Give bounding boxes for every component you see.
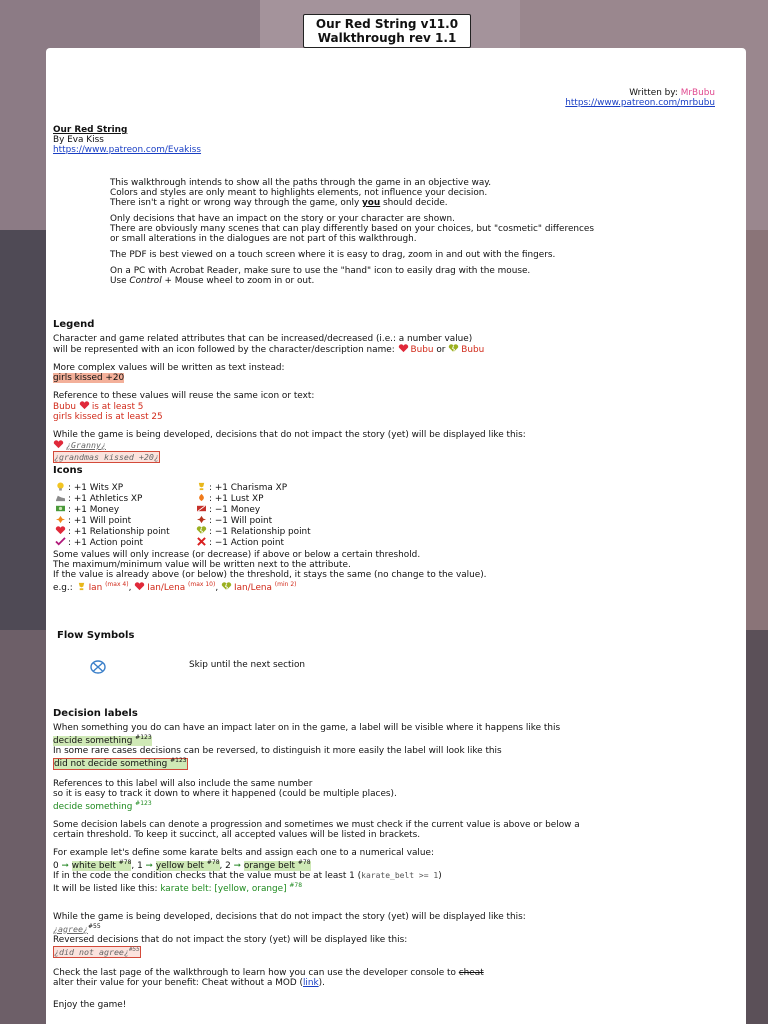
intro-line: Use Control + Mouse wheel to zoom in or out. <box>110 276 315 286</box>
icon-row: : −1 Action point <box>196 537 311 548</box>
legend-text <box>53 452 526 463</box>
will-loss-icon <box>196 515 207 524</box>
granny-label: ¿Granny¿ <box>66 440 106 450</box>
decisions-text: References to this label will also include the same number <box>53 779 313 789</box>
money-icon <box>55 504 66 513</box>
decisions-text: ¿agree¿$^{\#55}$ <box>53 923 101 934</box>
cheat-link[interactable]: link <box>302 978 319 988</box>
heart-icon <box>55 526 66 535</box>
legend-text: Bubu is at least 5 <box>53 402 144 412</box>
flow-heading: Flow Symbols <box>57 630 135 641</box>
legend-text <box>53 373 526 383</box>
arrow-icon: ➞ <box>233 861 242 871</box>
icon-row: : −1 Relationship point <box>196 526 311 537</box>
arrow-icon: ➞ <box>61 861 69 871</box>
legend-text: girls kissed is at least 25 <box>53 412 163 422</box>
threshold-section <box>53 550 486 593</box>
icon-row: : +1 Will point <box>55 515 170 526</box>
legend-text: Reference to these values will reuse the same icon or text: <box>53 391 315 401</box>
legend-text: Character and game related attributes that can be increased/decreased (i.e.: a number value) <box>53 334 473 344</box>
decisions-text: certain threshold. To keep it succinct, all accepted values will be listed in brackets. <box>53 830 421 840</box>
icon-row: : +1 Charisma XP <box>196 482 311 493</box>
running-shoe-icon <box>55 493 66 502</box>
game-link[interactable]: https://www.patreon.com/Evakiss <box>53 145 202 155</box>
game-title: Our Red String <box>53 125 128 135</box>
arrow-icon: ➞ <box>145 861 153 871</box>
flame-icon <box>196 493 207 502</box>
icons-heading: Icons <box>53 465 83 476</box>
decisions-text: Check the last page of the walkthrough to learn how you can use the developer console to cheat <box>53 968 484 978</box>
icon-row: : +1 Athletics XP <box>55 493 170 504</box>
intro-line: On a PC with Acrobat Reader, make sure to use the "hand" icon to easily drag with the mouse. <box>110 266 531 276</box>
decisions-text: so it is easy to track it down to where it happened (could be multiple places). <box>53 789 397 799</box>
threshold-text: If the value is already above (or below) the threshold, it stays the same (no change to the value). <box>53 570 487 580</box>
broken-heart-icon <box>221 582 232 591</box>
author-link[interactable]: https://www.patreon.com/mrbubu <box>565 98 715 108</box>
legend-text: More complex values will be written as text instead: <box>53 363 285 373</box>
trophy-icon <box>196 482 207 491</box>
decisions-text: Reversed decisions that do not impact the story (yet) will be displayed like this: <box>53 935 408 945</box>
icon-row: : +1 Wits XP <box>55 482 170 493</box>
decision-label: decide something $^{\#123}$ <box>53 734 152 746</box>
decisions-text: It will be listed like this: karate belt: [yellow, orange] $^{\#78}$ <box>53 882 303 894</box>
decisions-text: In some rare cases decisions can be reversed, to distinguish it more easily the label will look like this <box>53 746 502 756</box>
broken-heart-icon <box>448 344 459 353</box>
icon-row: : −1 Money <box>196 504 311 515</box>
author-name: MrBubu <box>680 88 715 98</box>
title-line-1: Our Red String v11.0 <box>315 17 459 31</box>
intro-line: or small alterations in the dialogues are not part of this walkthrough. <box>110 234 417 244</box>
decisions-heading: Decision labels <box>53 708 138 719</box>
intro-text <box>110 178 594 286</box>
icons-section <box>53 466 83 476</box>
girls-kissed-label: girls kissed +20 <box>53 373 125 383</box>
written-by-label: Written by: <box>629 88 678 98</box>
credits <box>565 88 715 108</box>
game-info <box>53 125 201 155</box>
heart-icon <box>79 401 90 410</box>
will-icon <box>55 515 66 524</box>
trophy-icon <box>76 582 87 591</box>
decisions-text: While the game is being developed, decisions that do not impact the story (yet) will be displayed like this: <box>53 912 526 922</box>
decisions-text: When something you do can have an impact later on in the game, a label will be visible where it happens like this <box>53 723 561 733</box>
skip-icon <box>90 660 106 674</box>
threshold-text: Some values will only increase (or decrease) if above or below a certain threshold. <box>53 550 421 560</box>
intro-line: There isn't a right or wrong way through the game, only you should decide. <box>110 198 448 208</box>
intro-line: Only decisions that have an impact on the story or your character are shown. <box>110 214 455 224</box>
legend-text: will be represented with an icon followed by the character/description name: Bubu or Bubu <box>53 345 485 355</box>
reversed-decision-label: did not decide something $^{\#123}$ <box>54 757 187 769</box>
heart-icon <box>134 582 145 591</box>
checkmark-icon <box>55 537 66 546</box>
decisions-section <box>53 709 580 1010</box>
skip-description: Skip until the next section <box>189 660 306 670</box>
decisions-text: Some decision labels can denote a progression and sometimes we must check if the current value is above or below a <box>53 820 580 830</box>
decisions-text <box>53 733 580 746</box>
broken-heart-icon <box>196 526 207 535</box>
heart-icon <box>398 344 409 353</box>
icon-row: : +1 Action point <box>55 537 170 548</box>
legend-heading: Legend <box>53 319 95 330</box>
enjoy-text: Enjoy the game! <box>53 1000 127 1010</box>
karate-belts-row: 0 ➞ white belt $^{\#78}$, 1 ➞ yellow belt $^{\#78}$, 2 ➞ orange belt $^{\#78}$ <box>53 859 311 871</box>
decisions-text <box>53 756 580 769</box>
decisions-text: For example let's define some karate belts and assign each one to a numerical value: <box>53 848 434 858</box>
decision-reference: decide something $^{\#123}$ <box>53 800 152 812</box>
threshold-example: e.g.: Ian $^{(max 4)}$, Ian/Lena $^{(max 10)}$, Ian/Lena $^{(min 2)}$ <box>53 581 297 593</box>
money-loss-icon <box>196 504 207 513</box>
intro-line: The PDF is best viewed on a touch screen where it is easy to drag, zoom in and out with the fingers. <box>110 250 556 260</box>
document-page <box>46 48 746 1024</box>
icon-row: : −1 Will point <box>196 515 311 526</box>
threshold-text: The maximum/minimum value will be written next to the attribute. <box>53 560 351 570</box>
decisions-text: If in the code the condition checks that the value must be at least 1 (karate_belt >= 1) <box>53 871 442 881</box>
reversed-dev-label: ¿did not agree¿$^{\#55}$ <box>54 946 140 957</box>
legend-text <box>53 440 526 451</box>
icon-row: : +1 Lust XP <box>196 493 311 504</box>
game-author: By Eva Kiss <box>53 135 104 145</box>
intro-line: Colors and styles are only meant to highlights elements, not influence your decision. <box>110 188 488 198</box>
document-title <box>303 14 471 48</box>
decisions-text <box>53 945 580 958</box>
grandmas-label: ¿grandmas kissed +20¿ <box>54 452 159 462</box>
intro-line: There are obviously many scenes that can play differently based on your choices, but "cosmetic" differences <box>110 224 594 234</box>
icon-row: : +1 Relationship point <box>55 526 170 537</box>
heart-icon <box>53 440 64 449</box>
legend-text: While the game is being developed, decisions that do not impact the story (yet) will be displayed like this: <box>53 430 526 440</box>
title-line-2: Walkthrough rev 1.1 <box>317 31 457 45</box>
legend-section <box>53 320 526 463</box>
cross-icon <box>196 537 207 546</box>
icon-row: : +1 Money <box>55 504 170 515</box>
intro-line: This walkthrough intends to show all the paths through the game in an objective way. <box>110 178 492 188</box>
lightbulb-icon <box>55 482 66 491</box>
icons-left-column <box>55 482 170 548</box>
icons-right-column <box>196 482 311 548</box>
decisions-text: alter their value for your benefit: Cheat without a MOD (link). <box>53 978 325 988</box>
